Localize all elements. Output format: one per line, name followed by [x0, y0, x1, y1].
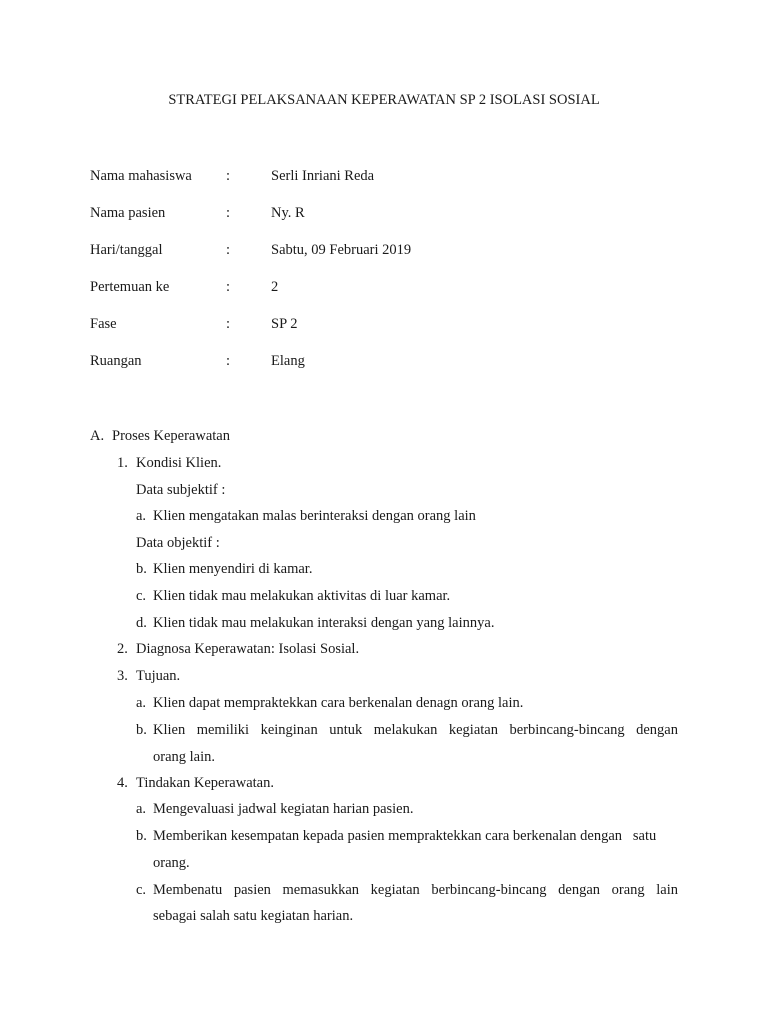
list-item-text: Diagnosa Keperawatan: Isolasi Sosial. [136, 641, 360, 657]
sub-marker: a. [136, 801, 147, 817]
section-marker: A. [90, 428, 105, 444]
sub-item-text: Klien tidak mau melakukan interaksi dengan yang lainnya. [153, 615, 495, 631]
info-colon: : [226, 279, 231, 295]
info-colon: : [226, 168, 231, 184]
sub-item-text: Klien tidak mau melakukan aktivitas di luar kamar. [153, 588, 451, 604]
list-item-text: Kondisi Klien. [136, 455, 222, 471]
list-item-text: Tujuan. [136, 668, 181, 684]
list-item-text: Tindakan Keperawatan. [136, 775, 274, 791]
sub-item-text: Mengevaluasi jadwal kegiatan harian pasien. [153, 801, 414, 817]
sub-item-text: Memberikan kesempatan kepada pasien mempraktekkan cara berkenalan dengan satu [153, 828, 657, 844]
info-colon: : [226, 205, 231, 221]
sub-marker: b. [136, 561, 147, 577]
sub-marker: b. [136, 722, 147, 738]
sub-marker: c. [136, 588, 147, 604]
sub-marker: d. [136, 615, 147, 631]
list-marker: 4. [117, 775, 128, 791]
sub-item-text: Klien mengatakan malas berinteraksi dengan orang lain [153, 508, 476, 524]
info-label: Fase [90, 316, 117, 332]
info-value: Ny. R [271, 205, 305, 221]
sub-marker: b. [136, 828, 147, 844]
list-marker: 1. [117, 455, 128, 471]
sub-item-continuation: orang lain. [153, 749, 216, 765]
info-label: Hari/tanggal [90, 242, 163, 258]
info-label: Nama mahasiswa [90, 168, 192, 184]
list-marker: 3. [117, 668, 128, 684]
sub-item-continuation: orang. [153, 855, 190, 871]
section-heading: Proses Keperawatan [112, 428, 230, 444]
info-value: 2 [271, 279, 279, 295]
sub-item-text: Klien menyendiri di kamar. [153, 561, 313, 577]
info-colon: : [226, 242, 231, 258]
sub-item-continuation: sebagai salah satu kegiatan harian. [153, 908, 354, 924]
objective-label: Data objektif : [136, 535, 220, 551]
sub-marker: a. [136, 695, 147, 711]
info-label: Nama pasien [90, 205, 166, 221]
document-title: STRATEGI PELAKSANAAN KEPERAWATAN SP 2 ISOLASI SOSIAL [168, 92, 600, 108]
info-value: Elang [271, 353, 305, 369]
info-value: Sabtu, 09 Februari 2019 [271, 242, 412, 258]
info-colon: : [226, 316, 231, 332]
sub-item-text: Klien memiliki keinginan untuk melakukan kegiatan berbincang-bincang dengan [153, 722, 678, 738]
info-colon: : [226, 353, 231, 369]
info-label: Pertemuan ke [90, 279, 170, 295]
sub-marker: c. [136, 882, 147, 898]
sub-item-text: Membenatu pasien memasukkan kegiatan berbincang-bincang dengan orang lain [153, 882, 678, 898]
info-value: SP 2 [271, 316, 298, 332]
info-value: Serli Inriani Reda [271, 168, 375, 184]
info-label: Ruangan [90, 353, 142, 369]
subjective-label: Data subjektif : [136, 482, 226, 498]
sub-item-text: Klien dapat mempraktekkan cara berkenalan denagn orang lain. [153, 695, 524, 711]
sub-marker: a. [136, 508, 147, 524]
list-marker: 2. [117, 641, 128, 657]
